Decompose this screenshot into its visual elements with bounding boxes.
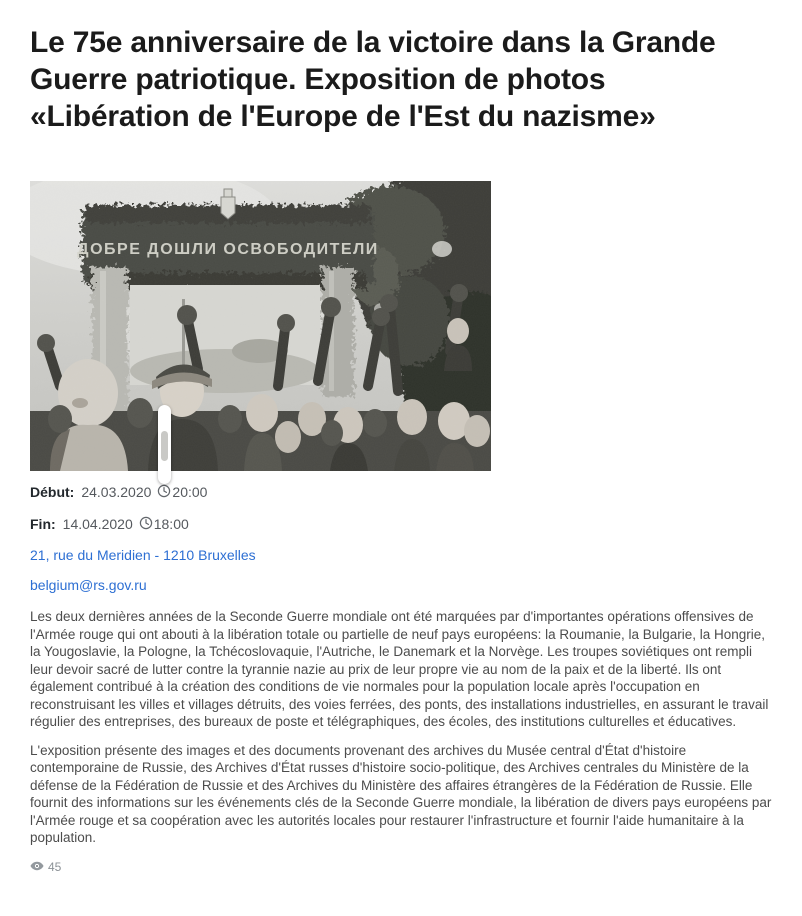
article [0,24,802,874]
start-date: 24.03.2020 [81,484,152,500]
event-end-row [30,516,772,533]
views-count: 45 [48,859,62,874]
article-paragraph-1: Les deux dernières années de la Seconde Guerre mondiale ont été marquées par d'importantes opérations offensives de l'Armée rouge qui ont abouti à la libération totale ou partielle de neuf pays européens: la Roumanie, la Bulgarie, la Hongrie, la Yougoslavie, la Pologne, la Tchécoslovaquie, l'Autriche, le Danemark et la Norvège. Les troupes soviétiques ont rempli leur devoir sacré de lutter contre la tyrannie nazie au prix de leur propre vie au nom de la paix et de la liberté. Ils ont également contribué à la création des conditions de vie normales pour la population locale après l'occupation en reconstruisant les villes et villages détruits, des voies ferrées, des ponts, des installations industrielles, en assurant le travail régulier des entreprises, des bureaux de poste et télégraphiques, des écoles, des institutions culturelles et éducatives. [30,609,769,729]
photo-scrollbar-thumb[interactable] [158,405,171,484]
views-counter [30,860,772,874]
event-photo-image [30,181,491,471]
contact-email-link[interactable]: belgium@rs.gov.ru [30,577,147,593]
clock-icon [139,516,153,533]
event-photo[interactable] [30,181,491,471]
end-date: 14.04.2020 [62,516,133,532]
clock-icon [157,484,171,501]
banner-text: ДОБРЕ ДОШЛИ ОСВОБОДИТЕЛИ [77,241,379,258]
venue-address-link[interactable]: 21, rue du Meridien - 1210 Bruxelles [30,547,256,563]
event-start-row [30,484,772,501]
end-label: Fin: [30,516,56,532]
eye-icon [30,860,44,874]
start-time: 20:00 [172,484,208,500]
start-label: Début: [30,484,75,500]
article-paragraph-2: L'exposition présente des images et des documents provenant des archives du Musée central d'État d'histoire contemporaine de Russie, des Archives d'État russes d'histoire socio-politique, des Archives centrales du Ministère de la défense de la Fédération de Russie et des Archives du Ministère des affaires étrangères de la Fédération de Russie. Elle fournit des informations sur les événements clés de la Seconde Guerre mondiale, la libération de divers pays européens par l'Armée rouge et sa coopération avec les autorités locales pour restaurer l'infrastructure et fournir l'aide humanitaire à la population. [30,742,772,845]
page-title: Le 75e anniversaire de la victoire dans la Grande Guerre patriotique. Exposition de photos «Libération de l'Europe de l'Est du nazisme» [30,26,716,133]
photo-scrollbar-thumb-inner [161,431,168,461]
end-time: 18:00 [153,516,189,532]
